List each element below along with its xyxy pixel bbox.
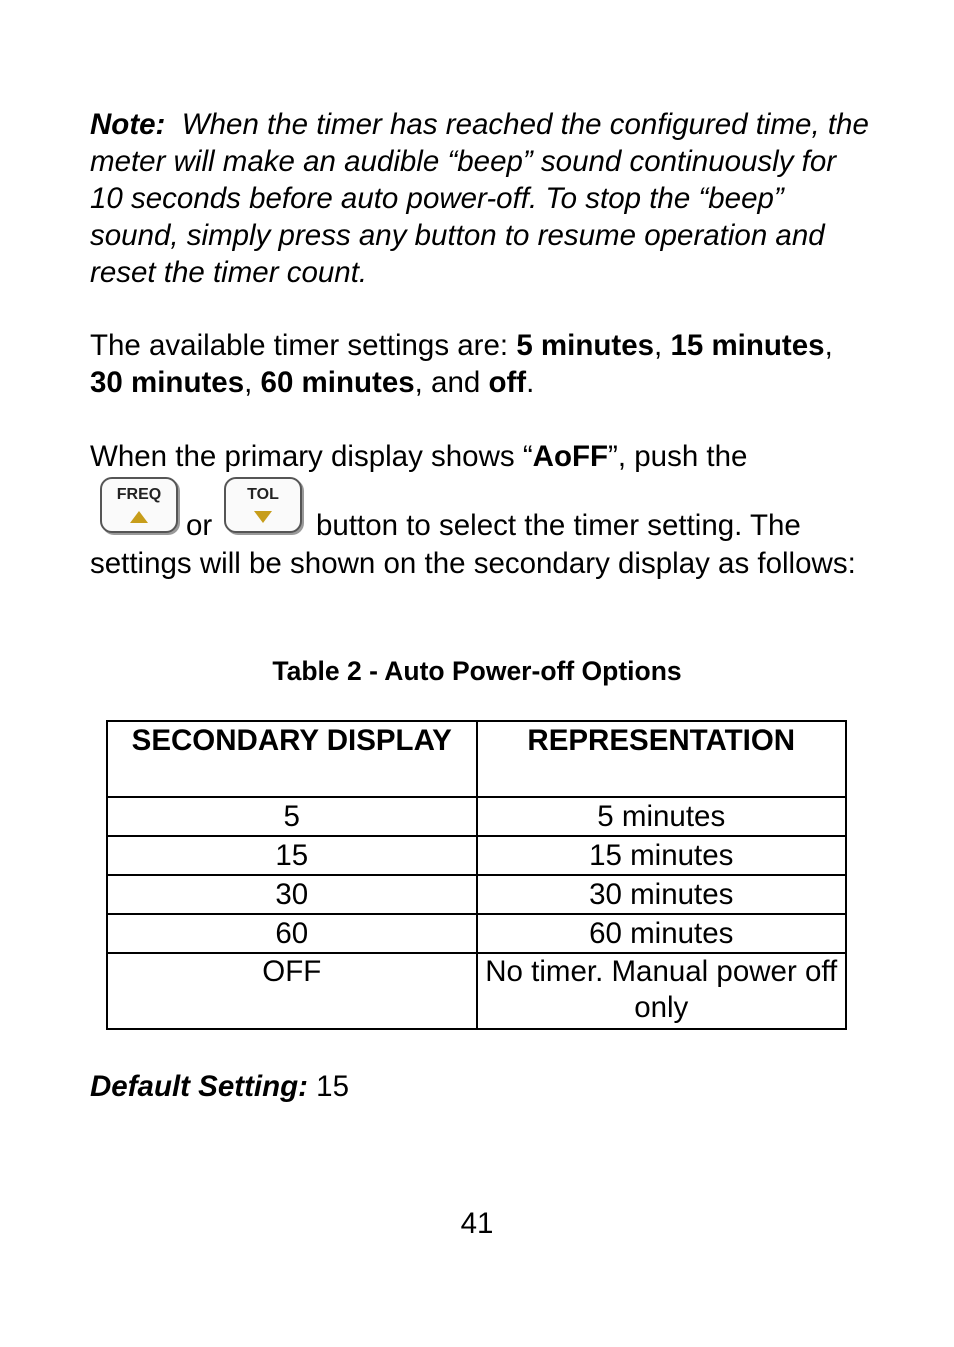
note-text: When the timer has reached the configured time, the meter will make an audible “beep” sound continuously for 10 seconds before auto power-off. To stop the “beep” sound, simply press any button to resume operation and reset the timer count. [90,108,869,289]
timer-settings-paragraph [90,327,870,401]
secondary-display-paragraph: settings will be shown on the secondary display as follows: [90,547,856,580]
display-prefix: When the primary display shows “ [90,440,533,473]
default-label: Default Setting: [90,1070,308,1103]
button-instruction-line [90,477,870,542]
settings-prefix: The available timer settings are: [90,329,517,362]
cell-representation: 15 minutes [477,836,847,875]
table-caption: Table 2 - Auto Power-off Options [272,656,682,686]
cell-representation: 30 minutes [477,875,847,914]
option-30-minutes: 30 minutes [90,366,245,399]
option-5-minutes: 5 minutes [516,329,655,362]
note-label: Note: [90,108,166,141]
display-suffix: ”, push the [608,440,748,473]
table-header-row [107,721,846,797]
separator: , and [414,366,489,399]
period: . [526,366,535,399]
cell-representation: 60 minutes [477,914,847,953]
cell-display: 15 [107,836,477,875]
cell-display: 5 [107,797,477,836]
table-row [107,797,846,836]
aoff-code: AoFF [532,440,609,473]
cell-representation: 5 minutes [477,797,847,836]
cell-display: 30 [107,875,477,914]
freq-key-label: FREQ [116,486,162,503]
header-secondary-display: SECONDARY DISPLAY [107,721,477,797]
cell-display: OFF [107,953,477,1029]
header-representation: REPRESENTATION [477,721,847,797]
option-15-minutes: 15 minutes [670,329,825,362]
primary-display-paragraph [90,438,870,475]
separator: , [824,329,833,362]
default-value: 15 [316,1070,349,1103]
option-60-minutes: 60 minutes [260,366,415,399]
table-row [107,875,846,914]
table-row [107,953,846,1029]
tol-key-label: TOL [247,486,279,503]
option-off: off [488,366,527,399]
cell-display: 60 [107,914,477,953]
tol-down-button-icon [224,477,302,533]
down-arrow-icon [254,511,272,523]
up-arrow-icon [130,511,148,523]
or-text: or [186,509,213,542]
note-paragraph [90,106,870,291]
separator: , [244,366,261,399]
page-number: 41 [460,1207,494,1240]
table-row [107,836,846,875]
separator: , [654,329,671,362]
freq-up-button-icon [100,477,178,533]
button-instruction-text: button to select the timer setting. The [316,509,801,542]
default-setting [90,1068,349,1105]
table-row [107,914,846,953]
cell-representation: No timer. Manual power off only [477,953,847,1029]
auto-power-off-options-table [106,720,847,1030]
